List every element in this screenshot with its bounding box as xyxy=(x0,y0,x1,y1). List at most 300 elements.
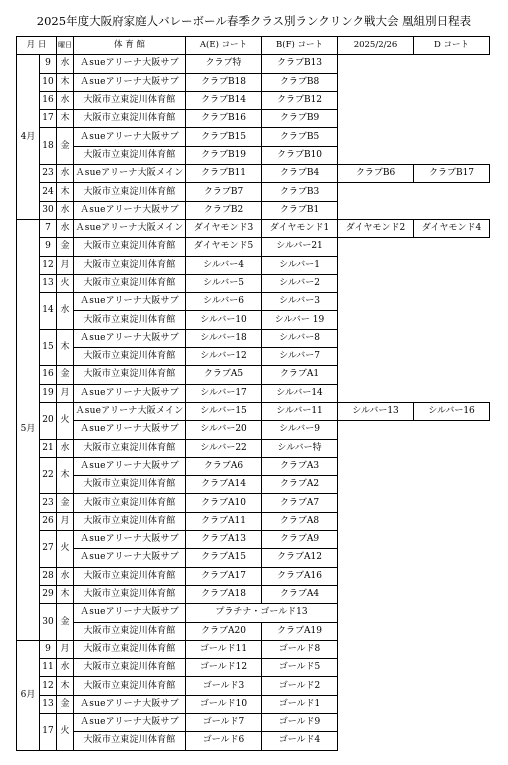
schedule-body xyxy=(17,55,490,750)
court-c-cell xyxy=(338,274,414,292)
court-d-cell xyxy=(414,531,490,549)
table-row xyxy=(17,585,490,603)
table-row xyxy=(17,457,490,475)
court-d-cell xyxy=(414,256,490,274)
day-cell: 19 xyxy=(40,384,57,402)
table-row xyxy=(17,73,490,91)
court-c-cell: クラブB6 xyxy=(338,165,414,183)
weekday-cell: 水 xyxy=(57,201,74,219)
court-d-cell xyxy=(414,73,490,91)
venue-cell: 大阪市立東淀川体育館 xyxy=(74,512,186,530)
venue-cell: 大阪市立東淀川体育館 xyxy=(74,476,186,494)
header-weekday: 曜日 xyxy=(57,37,74,55)
court-c-cell xyxy=(338,713,414,731)
court-c-cell xyxy=(338,531,414,549)
venue-cell: Ａsueアリーナ大阪サブ xyxy=(74,128,186,146)
weekday-cell: 木 xyxy=(57,677,74,695)
weekday-cell: 木 xyxy=(57,183,74,201)
court-c-cell xyxy=(338,732,414,750)
court-b-cell: クラブB8 xyxy=(262,73,338,91)
court-d-cell xyxy=(414,55,490,73)
court-d-cell xyxy=(414,201,490,219)
court-a-cell: ゴールド3 xyxy=(186,677,262,695)
venue-cell: Ａsueアリーナ大阪サブ xyxy=(74,73,186,91)
venue-cell: 大阪市立東淀川体育館 xyxy=(74,677,186,695)
venue-cell: 大阪市立東淀川体育館 xyxy=(74,238,186,256)
court-a-cell: クラブA6 xyxy=(186,457,262,475)
court-b-cell: クラブB5 xyxy=(262,128,338,146)
court-b-cell: クラブB3 xyxy=(262,183,338,201)
court-a-cell: クラブA13 xyxy=(186,531,262,549)
venue-cell: Ａsueアリーナ大阪サブ xyxy=(74,55,186,73)
court-c-cell xyxy=(338,476,414,494)
court-a-cell: クラブB15 xyxy=(186,128,262,146)
day-cell: 17 xyxy=(40,713,57,750)
weekday-cell: 金 xyxy=(57,366,74,384)
court-a-cell: クラブA10 xyxy=(186,494,262,512)
court-d-cell xyxy=(414,238,490,256)
day-cell: 11 xyxy=(40,659,57,677)
table-row xyxy=(17,402,490,420)
table-row xyxy=(17,91,490,109)
court-d-cell xyxy=(414,110,490,128)
court-c-cell xyxy=(338,695,414,713)
court-a-cell: ダイヤモンド3 xyxy=(186,219,262,237)
court-c-cell xyxy=(338,55,414,73)
court-b-cell: クラブA7 xyxy=(262,494,338,512)
court-a-cell: クラブA5 xyxy=(186,366,262,384)
weekday-cell: 水 xyxy=(57,439,74,457)
court-c-cell xyxy=(338,110,414,128)
day-cell: 22 xyxy=(40,457,57,494)
court-d-cell xyxy=(414,476,490,494)
table-row xyxy=(17,311,490,329)
venue-cell: Ａsueアリーナ大阪サブ xyxy=(74,531,186,549)
court-b-cell: クラブA1 xyxy=(262,366,338,384)
court-b-cell: シルバー9 xyxy=(262,421,338,439)
court-c-cell xyxy=(338,311,414,329)
venue-cell: Ａsueアリーナ大阪サブ xyxy=(74,421,186,439)
table-row xyxy=(17,238,490,256)
weekday-cell: 水 xyxy=(57,293,74,330)
court-a-cell: クラブB19 xyxy=(186,146,262,164)
court-c-cell xyxy=(338,384,414,402)
month-cell: 4月 xyxy=(17,55,40,220)
court-c-cell xyxy=(338,549,414,567)
court-c-cell xyxy=(338,329,414,347)
court-b-cell: クラブB13 xyxy=(262,55,338,73)
weekday-cell: 水 xyxy=(57,219,74,237)
weekday-cell: 金 xyxy=(57,604,74,641)
weekday-cell: 金 xyxy=(57,494,74,512)
venue-cell: 大阪市立東淀川体育館 xyxy=(74,567,186,585)
court-c-cell xyxy=(338,585,414,603)
day-cell: 20 xyxy=(40,402,57,439)
court-b-cell: シルバー1 xyxy=(262,256,338,274)
court-b-cell: シルバー3 xyxy=(262,293,338,311)
court-c-cell xyxy=(338,293,414,311)
venue-cell: Ａsueアリーナ大阪サブ xyxy=(74,293,186,311)
court-c-cell xyxy=(338,183,414,201)
court-b-cell: ゴールド1 xyxy=(262,695,338,713)
venue-cell: 大阪市立東淀川体育館 xyxy=(74,274,186,292)
weekday-cell: 月 xyxy=(57,384,74,402)
court-b-cell: クラブA3 xyxy=(262,457,338,475)
day-cell: 23 xyxy=(40,494,57,512)
table-row xyxy=(17,713,490,731)
court-b-cell: クラブA12 xyxy=(262,549,338,567)
day-cell: 30 xyxy=(40,604,57,641)
court-b-cell: クラブB9 xyxy=(262,110,338,128)
court-d-cell xyxy=(414,677,490,695)
court-a-cell: シルバー17 xyxy=(186,384,262,402)
day-cell: 30 xyxy=(40,201,57,219)
court-a-cell: シルバー20 xyxy=(186,421,262,439)
weekday-cell: 月 xyxy=(57,256,74,274)
court-a-cell: クラブA14 xyxy=(186,476,262,494)
day-cell: 17 xyxy=(40,110,57,128)
header-row xyxy=(17,37,490,55)
venue-cell: Ａsueアリーナ大阪サブ xyxy=(74,604,186,622)
court-c-cell xyxy=(338,366,414,384)
court-d-cell xyxy=(414,732,490,750)
court-a-cell: ゴールド10 xyxy=(186,695,262,713)
table-row xyxy=(17,439,490,457)
venue-cell: Ａsueアリーナ大阪サブ xyxy=(74,713,186,731)
court-d-cell xyxy=(414,146,490,164)
weekday-cell: 木 xyxy=(57,329,74,366)
court-b-cell: クラブA8 xyxy=(262,512,338,530)
table-row xyxy=(17,677,490,695)
court-d-cell xyxy=(414,384,490,402)
table-row xyxy=(17,732,490,750)
court-b-cell: ダイヤモンド1 xyxy=(262,219,338,237)
court-c-cell: ダイヤモンド2 xyxy=(338,219,414,237)
table-row xyxy=(17,512,490,530)
venue-cell: 大阪市立東淀川体育館 xyxy=(74,183,186,201)
court-c-cell xyxy=(338,146,414,164)
day-cell: 23 xyxy=(40,165,57,183)
weekday-cell: 火 xyxy=(57,274,74,292)
court-a-cell: シルバー22 xyxy=(186,439,262,457)
weekday-cell: 金 xyxy=(57,695,74,713)
table-row xyxy=(17,640,490,658)
table-row xyxy=(17,219,490,237)
court-a-cell: シルバー18 xyxy=(186,329,262,347)
court-a-cell: クラブA15 xyxy=(186,549,262,567)
court-d-cell xyxy=(414,604,490,622)
court-b-cell: シルバー8 xyxy=(262,329,338,347)
venue-cell: Ａsueアリーナ大阪メイン xyxy=(74,219,186,237)
weekday-cell: 木 xyxy=(57,457,74,494)
venue-cell: 大阪市立東淀川体育館 xyxy=(74,110,186,128)
weekday-cell: 月 xyxy=(57,512,74,530)
court-b-cell: ゴールド5 xyxy=(262,659,338,677)
weekday-cell: 水 xyxy=(57,659,74,677)
court-b-cell: シルバー2 xyxy=(262,274,338,292)
court-c-cell xyxy=(338,421,414,439)
table-row xyxy=(17,622,490,640)
court-c-cell xyxy=(338,512,414,530)
court-b-cell: クラブB12 xyxy=(262,91,338,109)
court-d-cell xyxy=(414,549,490,567)
day-cell: 9 xyxy=(40,55,57,73)
venue-cell: Ａsueアリーナ大阪サブ xyxy=(74,457,186,475)
court-d-cell xyxy=(414,421,490,439)
table-row xyxy=(17,531,490,549)
table-row xyxy=(17,695,490,713)
venue-cell: 大阪市立東淀川体育館 xyxy=(74,494,186,512)
court-d-cell xyxy=(414,91,490,109)
court-c-cell xyxy=(338,128,414,146)
weekday-cell: 金 xyxy=(57,238,74,256)
venue-cell: Ａsueアリーナ大阪サブ xyxy=(74,329,186,347)
court-a-cell: ゴールド6 xyxy=(186,732,262,750)
court-b-cell: ゴールド2 xyxy=(262,677,338,695)
month-cell: 5月 xyxy=(17,219,40,640)
venue-cell: 大阪市立東淀川体育館 xyxy=(74,659,186,677)
venue-cell: 大阪市立東淀川体育館 xyxy=(74,311,186,329)
weekday-cell: 月 xyxy=(57,640,74,658)
court-a-cell: クラブB14 xyxy=(186,91,262,109)
court-c-cell xyxy=(338,91,414,109)
court-a-cell: クラブB18 xyxy=(186,73,262,91)
court-c-cell: シルバー13 xyxy=(338,402,414,420)
court-d-cell xyxy=(414,311,490,329)
weekday-cell: 木 xyxy=(57,110,74,128)
table-row xyxy=(17,366,490,384)
table-row xyxy=(17,384,490,402)
day-cell: 26 xyxy=(40,512,57,530)
court-c-cell xyxy=(338,256,414,274)
day-cell: 9 xyxy=(40,238,57,256)
court-b-cell: ゴールド9 xyxy=(262,713,338,731)
court-b-cell: シルバー特 xyxy=(262,439,338,457)
court-a-cell: シルバー5 xyxy=(186,274,262,292)
table-row xyxy=(17,659,490,677)
venue-cell: 大阪市立東淀川体育館 xyxy=(74,732,186,750)
court-d-cell xyxy=(414,512,490,530)
court-a-cell: シルバー12 xyxy=(186,348,262,366)
day-cell: 13 xyxy=(40,695,57,713)
court-b-cell: クラブB1 xyxy=(262,201,338,219)
court-b-cell: シルバー7 xyxy=(262,348,338,366)
weekday-cell: 火 xyxy=(57,531,74,568)
weekday-cell: 木 xyxy=(57,73,74,91)
weekday-cell: 木 xyxy=(57,585,74,603)
weekday-cell: 金 xyxy=(57,128,74,165)
table-row xyxy=(17,256,490,274)
weekday-cell: 水 xyxy=(57,567,74,585)
day-cell: 15 xyxy=(40,329,57,366)
header-court-a: A(E) コート xyxy=(186,37,262,55)
table-row xyxy=(17,55,490,73)
day-cell: 14 xyxy=(40,293,57,330)
court-a-cell: クラブA20 xyxy=(186,622,262,640)
court-a-cell: クラブA11 xyxy=(186,512,262,530)
day-cell: 28 xyxy=(40,567,57,585)
court-c-cell xyxy=(338,622,414,640)
venue-cell: Ａsueアリーナ大阪メイン xyxy=(74,165,186,183)
court-d-cell xyxy=(414,128,490,146)
court-c-cell xyxy=(338,567,414,585)
court-a-cell: シルバー6 xyxy=(186,293,262,311)
court-d-cell xyxy=(414,567,490,585)
day-cell: 18 xyxy=(40,128,57,165)
venue-cell: 大阪市立東淀川体育館 xyxy=(74,622,186,640)
court-d-cell xyxy=(414,329,490,347)
schedule-table xyxy=(16,36,490,751)
table-row xyxy=(17,494,490,512)
table-row xyxy=(17,201,490,219)
court-a-cell: シルバー4 xyxy=(186,256,262,274)
court-d-cell: ダイヤモンド4 xyxy=(414,219,490,237)
day-cell: 24 xyxy=(40,183,57,201)
table-row xyxy=(17,274,490,292)
weekday-cell: 火 xyxy=(57,713,74,750)
court-b-cell: クラブA2 xyxy=(262,476,338,494)
court-a-cell: クラブB2 xyxy=(186,201,262,219)
court-c-cell xyxy=(338,494,414,512)
court-d-cell xyxy=(414,183,490,201)
court-a-cell: ゴールド7 xyxy=(186,713,262,731)
header-court-d: D コート xyxy=(414,37,490,55)
court-a-cell: シルバー15 xyxy=(186,402,262,420)
page-title: 2025年度大阪府家庭人バレーボール春季クラス別ランクリンク戦大会 凰組別日程表 xyxy=(36,14,472,28)
court-c-cell xyxy=(338,73,414,91)
venue-cell: Ａsueアリーナ大阪サブ xyxy=(74,201,186,219)
court-b-cell: シルバー 19 xyxy=(262,311,338,329)
court-a-cell: クラブA17 xyxy=(186,567,262,585)
court-d-cell xyxy=(414,659,490,677)
venue-cell: 大阪市立東淀川体育館 xyxy=(74,256,186,274)
court-d-cell xyxy=(414,585,490,603)
court-b-cell: ゴールド4 xyxy=(262,732,338,750)
table-row xyxy=(17,476,490,494)
court-ab-cell: プラチナ・ゴールド13 xyxy=(186,604,338,622)
table-row xyxy=(17,146,490,164)
header-court-b: B(F) コート xyxy=(262,37,338,55)
day-cell: 29 xyxy=(40,585,57,603)
day-cell: 21 xyxy=(40,439,57,457)
court-b-cell: ゴールド8 xyxy=(262,640,338,658)
header-court-c: 2025/2/26 xyxy=(338,37,414,55)
venue-cell: 大阪市立東淀川体育館 xyxy=(74,146,186,164)
court-a-cell: ゴールド11 xyxy=(186,640,262,658)
table-row xyxy=(17,329,490,347)
court-c-cell xyxy=(338,677,414,695)
venue-cell: 大阪市立東淀川体育館 xyxy=(74,439,186,457)
court-b-cell: シルバー21 xyxy=(262,238,338,256)
court-d-cell xyxy=(414,348,490,366)
table-row xyxy=(17,128,490,146)
court-d-cell: シルバー16 xyxy=(414,402,490,420)
day-cell: 16 xyxy=(40,91,57,109)
table-row xyxy=(17,549,490,567)
table-row xyxy=(17,293,490,311)
day-cell: 7 xyxy=(40,219,57,237)
day-cell: 10 xyxy=(40,73,57,91)
weekday-cell: 火 xyxy=(57,402,74,439)
venue-cell: 大阪市立東淀川体育館 xyxy=(74,91,186,109)
court-a-cell: クラブ特 xyxy=(186,55,262,73)
table-row xyxy=(17,567,490,585)
court-d-cell xyxy=(414,494,490,512)
court-a-cell: クラブA18 xyxy=(186,585,262,603)
venue-cell: Ａsueアリーナ大阪メイン xyxy=(74,402,186,420)
month-cell: 6月 xyxy=(17,640,40,750)
court-d-cell xyxy=(414,293,490,311)
court-d-cell xyxy=(414,457,490,475)
court-b-cell: クラブA19 xyxy=(262,622,338,640)
court-a-cell: クラブB16 xyxy=(186,110,262,128)
day-cell: 16 xyxy=(40,366,57,384)
court-c-cell xyxy=(338,640,414,658)
court-a-cell: ダイヤモンド5 xyxy=(186,238,262,256)
court-b-cell: クラブA4 xyxy=(262,585,338,603)
weekday-cell: 水 xyxy=(57,91,74,109)
weekday-cell: 水 xyxy=(57,55,74,73)
court-d-cell xyxy=(414,713,490,731)
venue-cell: Ａsueアリーナ大阪サブ xyxy=(74,695,186,713)
court-d-cell xyxy=(414,695,490,713)
court-c-cell xyxy=(338,348,414,366)
day-cell: 13 xyxy=(40,274,57,292)
day-cell: 27 xyxy=(40,531,57,568)
court-c-cell xyxy=(338,604,414,622)
court-a-cell: クラブB11 xyxy=(186,165,262,183)
table-row xyxy=(17,348,490,366)
court-d-cell xyxy=(414,439,490,457)
day-cell: 12 xyxy=(40,677,57,695)
court-c-cell xyxy=(338,439,414,457)
table-row xyxy=(17,110,490,128)
day-cell: 9 xyxy=(40,640,57,658)
court-a-cell: シルバー10 xyxy=(186,311,262,329)
venue-cell: Ａsueアリーナ大阪サブ xyxy=(74,549,186,567)
court-d-cell xyxy=(414,622,490,640)
court-b-cell: クラブB10 xyxy=(262,146,338,164)
court-b-cell: クラブA16 xyxy=(262,567,338,585)
table-row xyxy=(17,165,490,183)
venue-cell: Ａsueアリーナ大阪サブ xyxy=(74,384,186,402)
table-row xyxy=(17,421,490,439)
court-d-cell: クラブB17 xyxy=(414,165,490,183)
court-b-cell: シルバー11 xyxy=(262,402,338,420)
court-a-cell: クラブB7 xyxy=(186,183,262,201)
venue-cell: 大阪市立東淀川体育館 xyxy=(74,366,186,384)
venue-cell: 大阪市立東淀川体育館 xyxy=(74,640,186,658)
court-c-cell xyxy=(338,659,414,677)
court-b-cell: クラブA9 xyxy=(262,531,338,549)
header-venue: 体 育 館 xyxy=(74,37,186,55)
court-a-cell: ゴールド12 xyxy=(186,659,262,677)
table-row xyxy=(17,604,490,622)
table-row xyxy=(17,183,490,201)
court-d-cell xyxy=(414,274,490,292)
court-c-cell xyxy=(338,238,414,256)
court-c-cell xyxy=(338,201,414,219)
court-d-cell xyxy=(414,640,490,658)
court-b-cell: クラブB4 xyxy=(262,165,338,183)
court-b-cell: シルバー14 xyxy=(262,384,338,402)
day-cell: 12 xyxy=(40,256,57,274)
court-c-cell xyxy=(338,457,414,475)
venue-cell: 大阪市立東淀川体育館 xyxy=(74,585,186,603)
court-d-cell xyxy=(414,366,490,384)
weekday-cell: 水 xyxy=(57,165,74,183)
venue-cell: 大阪市立東淀川体育館 xyxy=(74,348,186,366)
